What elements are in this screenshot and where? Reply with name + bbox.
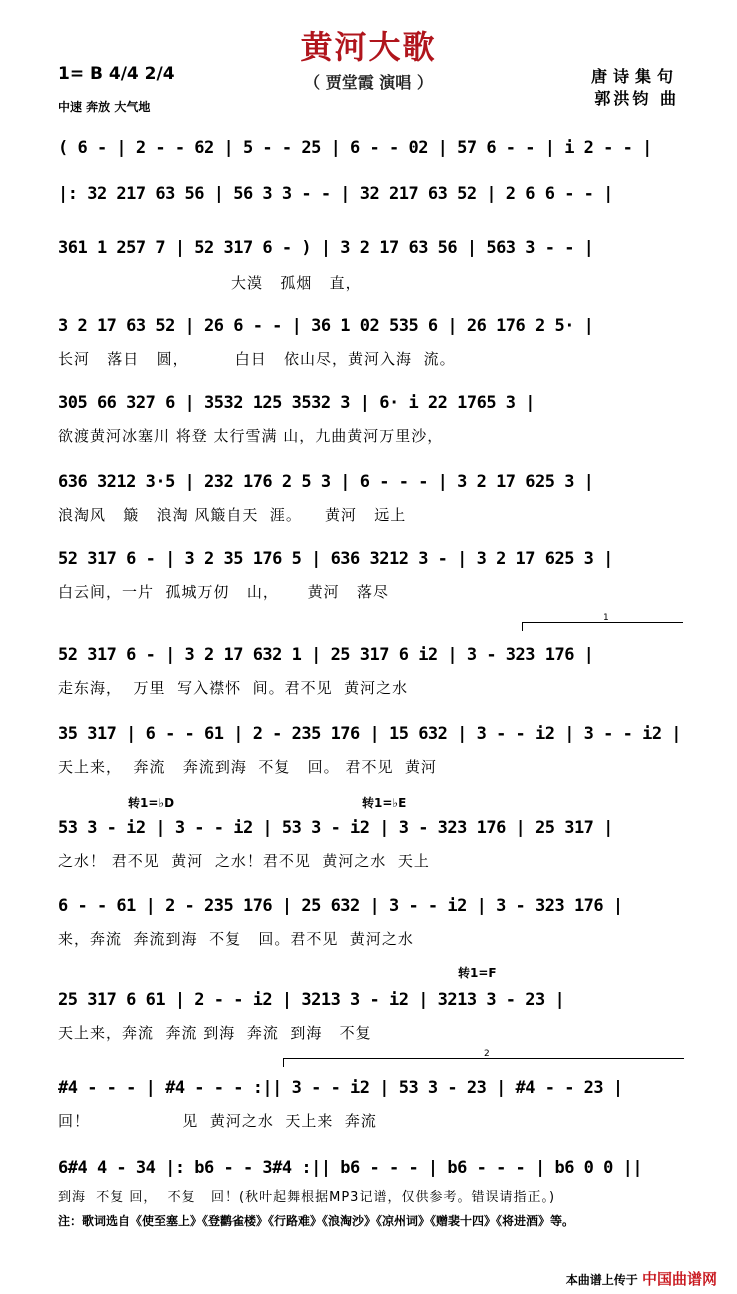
key-signature: 1= B 4/4 2/4 — [58, 64, 175, 84]
lyric-line: 浪淘风 簸 浪淘 风簸自天 涯。 黄河 远上 — [58, 506, 407, 524]
lyricist-credit: 唐诗集句 — [590, 67, 679, 86]
music-line: ( 6 - | 2 - - 62 | 5 - - 25 | 6 - - 02 | 57 6 - - | i 2 - - | — [58, 138, 652, 158]
lyric-line: 走东海， 万里 写入襟怀 间。君不见 黄河之水 — [58, 679, 409, 697]
upload-label: 本曲谱上传于 — [565, 1273, 638, 1287]
lyrics-source-note: 注：歌词选自《使至塞上》《登鹳雀楼》《行路难》《浪淘沙》《凉州词》《赠裴十四》《将进酒》等。 — [58, 1214, 575, 1228]
music-line: 6#4 4 - 34 |: b6 - - 3#4 :|| b6 - - - | b6 - - - | b6 0 0 || — [58, 1158, 643, 1178]
modulation-mark: 转1=♭D — [128, 796, 175, 810]
tempo-marking: 中速 奔放 大气地 — [58, 100, 151, 114]
composer-credit: 郭洪钧 曲 — [594, 89, 679, 108]
music-line: 52 317 6 - | 3 2 17 632 1 | 25 317 6 i2 | 3 - 323 176 | — [58, 645, 594, 665]
lyric-line: 天上来，奔流 奔流 到海 奔流 到海 不复 — [58, 1024, 372, 1042]
lyric-line: 回！ 见 黄河之水 天上来 奔流 — [58, 1112, 377, 1130]
lyric-line: 大漠 孤烟 直， — [58, 274, 362, 292]
music-line: 6 - - 61 | 2 - 235 176 | 25 632 | 3 - - i2 | 3 - 323 176 | — [58, 896, 623, 916]
lyric-line: 欲渡黄河冰塞川 将登 太行雪满 山，九曲黄河万里沙， — [58, 427, 444, 445]
music-line: 52 317 6 - | 3 2 35 176 5 | 636 3212 3 - | 3 2 17 625 3 | — [58, 549, 613, 569]
upload-footer — [566, 1268, 717, 1289]
music-line: 636 3212 3·5 | 232 176 2 5 3 | 6 - - - | 3 2 17 625 3 | — [58, 472, 594, 492]
music-line: 3 2 17 63 52 | 26 6 - - | 36 1 02 535 6 | 26 176 2 5· | — [58, 316, 594, 336]
lyric-line: 到海 不复 回， 不复 回！(秋叶起舞根据MP3记谱，仅供参考。错误请指正。) — [58, 1190, 556, 1205]
music-line: #4 - - - | #4 - - - :|| 3 - - i2 | 53 3 - 23 | #4 - - 23 | — [58, 1078, 623, 1098]
music-line: |: 32 217 63 56 | 56 3 3 - - | 32 217 63 52 | 2 6 6 - - | — [58, 184, 613, 204]
site-logo[interactable]: 中国曲谱网 — [641, 1270, 717, 1288]
lyric-line: 白云间，一片 孤城万仞 山， 黄河 落尽 — [58, 583, 389, 601]
music-line: 35 317 | 6 - - 61 | 2 - 235 176 | 15 632 | 3 - - i2 | 3 - - i2 | — [58, 724, 682, 744]
lyric-line: 长河 落日 圆， 白日 依山尽，黄河入海 流。 — [58, 350, 456, 368]
lyric-line: 来，奔流 奔流到海 不复 回。君不见 黄河之水 — [58, 930, 414, 948]
performer-subtitle: （ 贾堂霞 演唱 ） — [304, 73, 433, 92]
music-line: 305 66 327 6 | 3532 125 3532 3 | 6· i 22 1765 3 | — [58, 393, 536, 413]
volta-bracket-2: 2 — [283, 1058, 684, 1067]
music-line: 53 3 - i2 | 3 - - i2 | 53 3 - i2 | 3 - 323 176 | 25 317 | — [58, 818, 613, 838]
music-line: 361 1 257 7 | 52 317 6 - ) | 3 2 17 63 56 | 563 3 - - | — [58, 238, 594, 258]
lyric-line: 天上来， 奔流 奔流到海 不复 回。 君不见 黄河 — [58, 758, 437, 776]
music-line: 25 317 6 61 | 2 - - i2 | 3213 3 - i2 | 3213 3 - 23 | — [58, 990, 565, 1010]
volta-bracket-1: 1 — [522, 622, 683, 631]
modulation-mark: 转1=♭E — [362, 796, 407, 810]
modulation-mark: 转1=F — [458, 966, 497, 980]
lyric-line: 之水！ 君不见 黄河 之水！君不见 黄河之水 天上 — [58, 852, 430, 870]
song-title: 黄河大歌 — [300, 28, 437, 66]
